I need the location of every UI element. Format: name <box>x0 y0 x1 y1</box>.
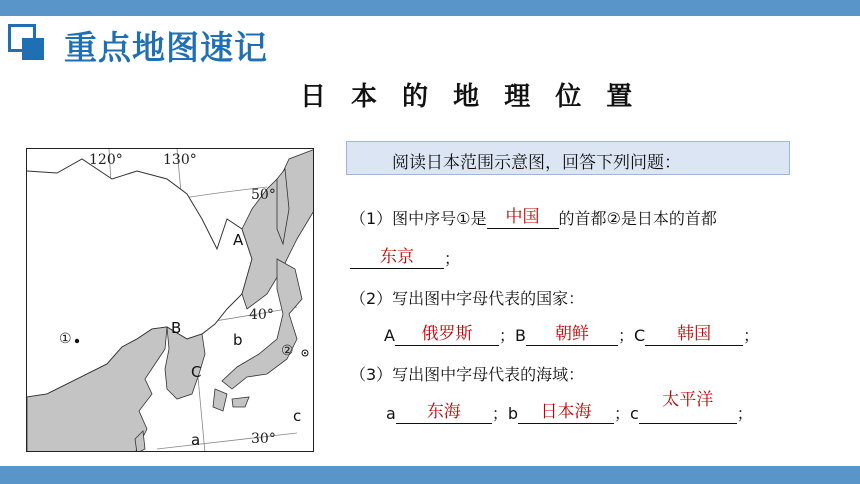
q2-answer-A: 俄罗斯 <box>421 324 473 344</box>
letter-C: C <box>191 363 202 381</box>
q3-sep-c: ；c <box>613 404 639 423</box>
letter-a: a <box>191 431 201 449</box>
q1-blank-1[interactable] <box>487 207 559 229</box>
q1-answer-1: 中国 <box>505 207 540 227</box>
q3-sep-b: ；b <box>491 404 518 423</box>
section-title: 重点地图速记 <box>64 28 268 67</box>
letter-c: c <box>293 407 302 425</box>
q1-prefix: （1）图中序号①是 <box>350 209 487 228</box>
q3-answer-c: 太平洋 <box>662 390 714 410</box>
japan-map <box>26 148 314 452</box>
lat-40-label: 40° <box>249 307 274 323</box>
q2-answer-B: 朝鲜 <box>554 324 589 344</box>
top-bar <box>0 0 860 16</box>
lon-130-label: 130° <box>163 152 197 168</box>
lat-30-label: 30° <box>251 431 276 447</box>
q1-blank-2[interactable] <box>350 247 444 269</box>
q2-answer-C: 韩国 <box>677 324 712 344</box>
letter-B: B <box>171 319 182 337</box>
question-1-line2 <box>350 246 460 269</box>
q2-sep-C: ；C <box>617 326 646 345</box>
q3-answer-a: 东海 <box>426 402 461 422</box>
question-1-line1 <box>350 206 717 229</box>
q3-end: ； <box>736 404 753 423</box>
q3-label-a: a <box>386 404 396 423</box>
marker-1: ① <box>59 331 72 347</box>
lat-50-label: 50° <box>251 187 276 203</box>
page-title: 日 本 的 地 理 位 置 <box>300 82 641 112</box>
q2-sep-B: ；B <box>498 326 526 345</box>
question-3-text: （3）写出图中字母代表的海域： <box>350 365 585 384</box>
bottom-bar <box>0 466 860 484</box>
section-logo-fill <box>22 38 44 60</box>
letter-A: A <box>233 231 244 249</box>
lon-120-label: 120° <box>89 152 123 168</box>
instruction-text: 阅读日本范围示意图，回答下列问题： <box>392 153 681 173</box>
question-3-answers <box>386 390 753 424</box>
q1-end: ； <box>444 249 461 268</box>
q2-blank-A[interactable] <box>395 324 499 346</box>
q2-blank-C[interactable] <box>645 324 743 346</box>
q1-middle: 的首都②是日本的首都 <box>558 209 717 228</box>
q2-label-A: A <box>384 326 395 345</box>
q2-end: ； <box>743 326 760 345</box>
q3-blank-b[interactable] <box>518 402 614 424</box>
q3-blank-c[interactable] <box>639 390 737 424</box>
q2-blank-B[interactable] <box>526 324 618 346</box>
q1-answer-2: 东京 <box>380 247 414 267</box>
letter-b: b <box>233 331 243 349</box>
q3-blank-a[interactable] <box>396 402 492 424</box>
marker-2: ② <box>281 343 294 359</box>
question-2-answers <box>384 323 759 346</box>
question-2-text: （2）写出图中字母代表的国家： <box>350 289 585 308</box>
q3-answer-b: 日本海 <box>540 402 592 422</box>
